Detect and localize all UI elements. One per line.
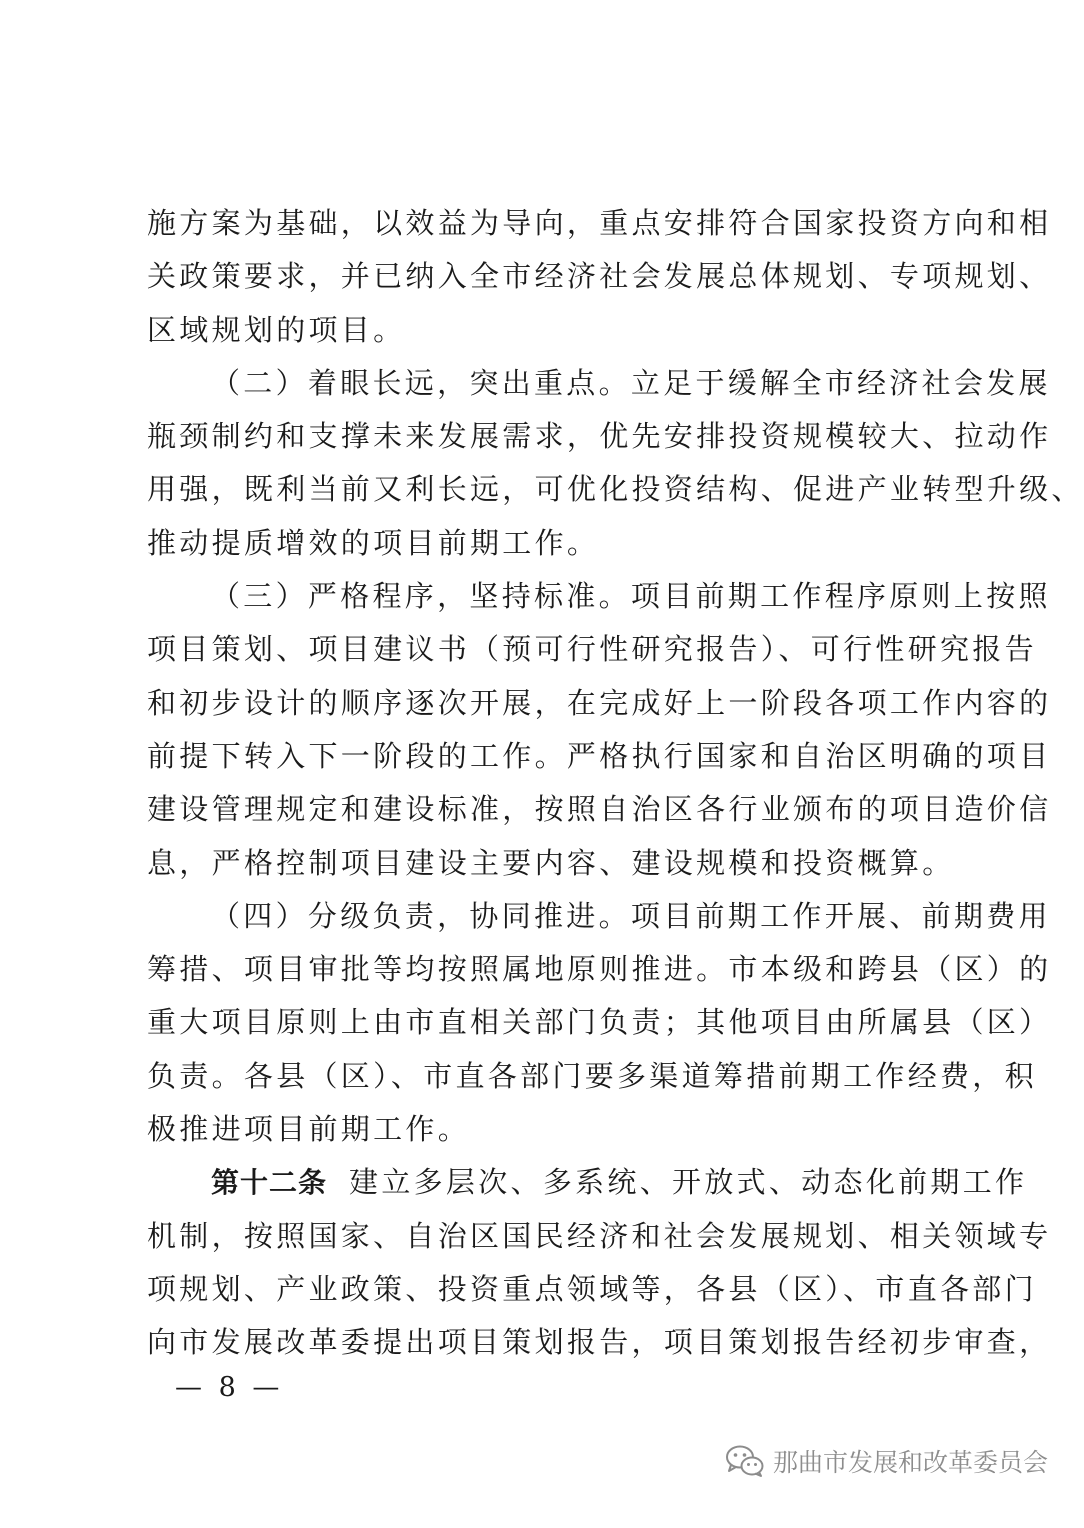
body-line: （四）分级负责，协同推进。项目前期工作开展、前期费用 — [211, 898, 1051, 933]
body-line: 项规划、产业政策、投资重点领域等，各县（区）、市直各部门 — [147, 1271, 1037, 1306]
body-line: 推动提质增效的项目前期工作。 — [147, 525, 600, 560]
body-line: 机制，按照国家、自治区国民经济和社会发展规划、相关领域专 — [147, 1218, 1052, 1253]
body-line: 和初步设计的顺序逐次开展，在完成好上一阶段各项工作内容的 — [147, 685, 1052, 720]
body-line: 息，严格控制项目建设主要内容、建设规模和投资概算。 — [147, 845, 955, 880]
body-line: 施方案为基础，以效益为导向，重点安排符合国家投资方向和相 — [147, 206, 1052, 240]
article-label: 第十二条 — [211, 1166, 328, 1200]
page-number: — 8 — — [175, 1372, 284, 1403]
body-line: 瓶颈制约和支撑未来发展需求，优先安排投资规模较大、拉动作 — [147, 419, 1052, 454]
body-line: 区域规划的项目。 — [147, 312, 406, 347]
body-line: 向市发展改革委提出项目策划报告，项目策划报告经初步审查， — [147, 1325, 1052, 1360]
body-line: 用强，既利当前又利长远，可优化投资结构、促进产业转型升级、 — [147, 472, 1084, 507]
article-first-line: 建立多层次、多系统、开放式、动态化前期工作 — [349, 1165, 1028, 1200]
body-line: 前提下转入下一阶段的工作。严格执行国家和自治区明确的项目 — [147, 738, 1052, 773]
account-name: 那曲市发展和改革委员会 — [772, 1448, 1048, 1477]
body-line: 负责。各县（区）、市直各部门要多渠道筹措前期工作经费，积 — [147, 1058, 1037, 1093]
body-line: 极推进项目前期工作。 — [147, 1112, 471, 1147]
body-line: 重大项目原则上由市直相关部门负责；其他项目由所属县（区） — [147, 1005, 1052, 1040]
account-watermark — [725, 1443, 1048, 1479]
body-line: 项目策划、项目建议书（预可行性研究报告）、可行性研究报告 — [147, 632, 1037, 667]
body-line: （三）严格程序，坚持标准。项目前期工作程序原则上按照 — [211, 579, 1051, 614]
body-line: （二）着眼长远，突出重点。立足于缓解全市经济社会发展 — [211, 365, 1051, 400]
document-body — [147, 197, 1084, 1370]
wechat-icon — [725, 1444, 765, 1478]
body-line: 关政策要求，并已纳入全市经济社会发展总体规划、专项规划、 — [147, 259, 1052, 294]
body-line: 筹措、项目审批等均按照属地原则推进。市本级和跨县（区）的 — [147, 952, 1052, 987]
article-heading-line — [147, 1156, 1028, 1209]
body-line: 建设管理规定和建设标准，按照自治区各行业颁布的项目造价信 — [147, 792, 1052, 827]
